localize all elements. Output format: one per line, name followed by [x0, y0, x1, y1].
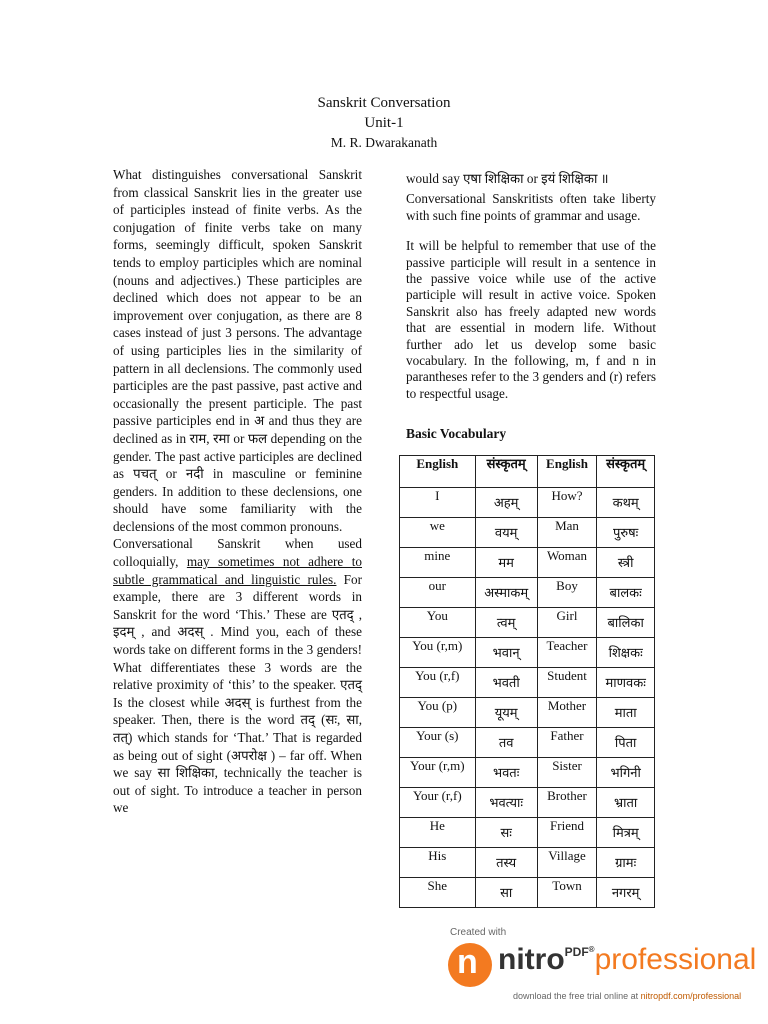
vocab-sanskrit-cell: त्वम्	[475, 608, 537, 638]
vocab-english-cell: You (r,f)	[400, 668, 476, 698]
vocab-english-cell: Man	[537, 518, 597, 548]
vocab-heading: Basic Vocabulary	[406, 426, 507, 441]
vocab-sanskrit-cell: भवान्	[475, 638, 537, 668]
vocab-sanskrit-cell: बालकः	[597, 578, 655, 608]
vocab-english-cell: Village	[537, 848, 597, 878]
vocab-sanskrit-cell: भवतः	[475, 758, 537, 788]
vocab-sanskrit-cell: सः	[475, 818, 537, 848]
download-note	[513, 991, 741, 1001]
vocab-english-cell: Sister	[537, 758, 597, 788]
vocab-english-cell: You	[400, 608, 476, 638]
vocab-english-cell: Your (r,m)	[400, 758, 476, 788]
vocab-sanskrit-cell: यूयम्	[475, 698, 537, 728]
left-column	[113, 166, 362, 817]
vocab-english-cell: Boy	[537, 578, 597, 608]
vocab-row	[400, 818, 655, 848]
vocab-english-cell: You (r,m)	[400, 638, 476, 668]
vocab-sanskrit-cell: कथम्	[597, 488, 655, 518]
left-paragraph-1: What distinguishes conversational Sanskrit from classical Sanskrit lies in the greater use of participles instead of finite verbs. As the conjugation of finite verbs take on many forms, seemingly difficult, spoken Sanskrit tends to employ participles which are nominal (nouns and adjectives.) These participles are declined which does not appear to be an improvement over conjugation, as there are 8 cases instead of just 3 persons. The advantage of using participles lies in the similarity of pattern in all declensions. The commonly used participles are the past passive, past active and occasionally the present participle. The past passive participles end in अ and thus they are declined as in राम, रमा or फल depending on the gender. The past active participles are declined as पचत् or नदी in masculine or feminine genders. In addition to these declensions, one should have some familiarity with the declensions of the most common pronouns.	[113, 167, 362, 534]
vocab-sanskrit-cell: भगिनी	[597, 758, 655, 788]
vocab-sanskrit-cell: ग्रामः	[597, 848, 655, 878]
left-paragraph-2	[113, 535, 362, 817]
vocab-sanskrit-cell: मम	[475, 548, 537, 578]
vocab-sanskrit-cell: अहम्	[475, 488, 537, 518]
vocab-row	[400, 758, 655, 788]
vocab-sanskrit-cell: पिता	[597, 728, 655, 758]
nitro-footer	[448, 925, 768, 1020]
vocab-row	[400, 488, 655, 518]
vocab-english-cell: His	[400, 848, 476, 878]
vocab-row	[400, 578, 655, 608]
vocab-row	[400, 638, 655, 668]
vocab-english-cell: Father	[537, 728, 597, 758]
vocab-english-cell: Teacher	[537, 638, 597, 668]
vocab-english-cell: Brother	[537, 788, 597, 818]
vocab-english-cell: Friend	[537, 818, 597, 848]
vocab-english-cell: He	[400, 818, 476, 848]
vocab-row	[400, 728, 655, 758]
vocab-row	[400, 788, 655, 818]
vocab-sanskrit-cell: शिक्षकः	[597, 638, 655, 668]
vocab-row	[400, 668, 655, 698]
vocab-english-cell: we	[400, 518, 476, 548]
vocab-english-cell: How?	[537, 488, 597, 518]
vocab-header-row	[400, 456, 655, 488]
vocab-sanskrit-cell: स्त्री	[597, 548, 655, 578]
vocab-english-cell: Your (r,f)	[400, 788, 476, 818]
vocab-row	[400, 878, 655, 908]
vocab-sanskrit-cell: सा	[475, 878, 537, 908]
document-unit: Unit-1	[364, 115, 404, 131]
vocab-english-cell: Mother	[537, 698, 597, 728]
vocab-sanskrit-cell: तव	[475, 728, 537, 758]
nitro-logo-letter: n	[457, 943, 478, 981]
vocab-english-cell: Student	[537, 668, 597, 698]
vocab-english-cell: Girl	[537, 608, 597, 638]
vocab-sanskrit-cell: मित्रम्	[597, 818, 655, 848]
vocab-english-cell: Town	[537, 878, 597, 908]
vocab-header-english-1: English	[400, 456, 476, 488]
nitro-logo-icon	[448, 943, 492, 987]
vocab-english-cell: our	[400, 578, 476, 608]
vocab-sanskrit-cell: माता	[597, 698, 655, 728]
vocab-sanskrit-cell: नगरम्	[597, 878, 655, 908]
vocab-sanskrit-cell: माणवकः	[597, 668, 655, 698]
logo-registered-mark: ®	[588, 945, 595, 954]
vocab-sanskrit-cell: बालिका	[597, 608, 655, 638]
download-text: download the free trial online at	[513, 991, 641, 1001]
right-column	[406, 171, 656, 402]
right-paragraph-3: It will be helpful to remember that use of the passive participle will result in a sentence in the passive voice while use of the active participle will result in active voice. Spoken Sanskrit also has freely adapted new words that are essential in modern life. Without further ado let us develop some basic vocabulary. In the following, m, f and n in parantheses refer to the 3 genders and (r) refers to respectful usage.	[406, 238, 656, 401]
vocabulary-table	[399, 455, 655, 908]
vocab-header-sanskrit-2: संस्कृतम्	[597, 456, 655, 488]
vocab-header-english-2: English	[537, 456, 597, 488]
document-title: Sanskrit Conversation	[317, 95, 451, 111]
vocab-row	[400, 518, 655, 548]
download-link[interactable]: nitropdf.com/professional	[640, 991, 742, 1001]
vocab-sanskrit-cell: अस्माकम्	[475, 578, 537, 608]
vocab-english-cell: She	[400, 878, 476, 908]
created-with-label: Created with	[450, 927, 507, 938]
vocab-sanskrit-cell: भ्राता	[597, 788, 655, 818]
vocab-english-cell: Your (s)	[400, 728, 476, 758]
vocab-header-sanskrit-1: संस्कृतम्	[475, 456, 537, 488]
logo-nitro-text: nitro	[498, 943, 565, 976]
document-author: M. R. Dwarakanath	[330, 135, 438, 150]
right-paragraph-1: would say एषा शिक्षिका or इयं शिक्षिका ॥	[406, 171, 609, 186]
vocab-row	[400, 848, 655, 878]
right-paragraph-2: Conversational Sanskritists often take liberty with such fine points of grammar and usage.	[406, 191, 656, 223]
vocab-sanskrit-cell: भवती	[475, 668, 537, 698]
left-paragraph-2-underlined: may sometimes not adhere to subtle grammatical and linguistic rules.	[113, 554, 362, 587]
vocab-sanskrit-cell: तस्य	[475, 848, 537, 878]
vocab-english-cell: I	[400, 488, 476, 518]
vocab-row	[400, 548, 655, 578]
vocab-row	[400, 608, 655, 638]
vocab-body	[400, 488, 655, 908]
vocab-row	[400, 698, 655, 728]
left-paragraph-2-start: Conversational Sanskrit when used colloquially,	[113, 536, 362, 570]
left-paragraph-2-end: For example, there are 3 different words in Sanskrit for the word ‘This.’ These are एतद् , इदम् , and अदस् . Mind you, each of these words take on different forms in the 3 genders! What differentiates these 3 words are the relative proximity of ‘this’ to the speaker. एतद् Is the closest while अदस् is furthest from the speaker. Then, there is the word तद् (सः, सा, तत्) which stands for ‘That.’ That is regarded as being out of sight (अपरोक्ष ) – far off. When we say सा शिक्षिका, technically the teacher is out of sight. To introduce a teacher in person we	[113, 571, 362, 816]
logo-professional-text: professional	[594, 943, 757, 976]
vocab-sanskrit-cell: पुरुषः	[597, 518, 655, 548]
vocab-english-cell: You (p)	[400, 698, 476, 728]
vocab-english-cell: mine	[400, 548, 476, 578]
nitro-pdf-logo	[498, 943, 756, 977]
vocab-sanskrit-cell: वयम्	[475, 518, 537, 548]
vocab-english-cell: Woman	[537, 548, 597, 578]
vocab-sanskrit-cell: भवत्याः	[475, 788, 537, 818]
logo-pdf-text: PDF	[564, 945, 589, 959]
